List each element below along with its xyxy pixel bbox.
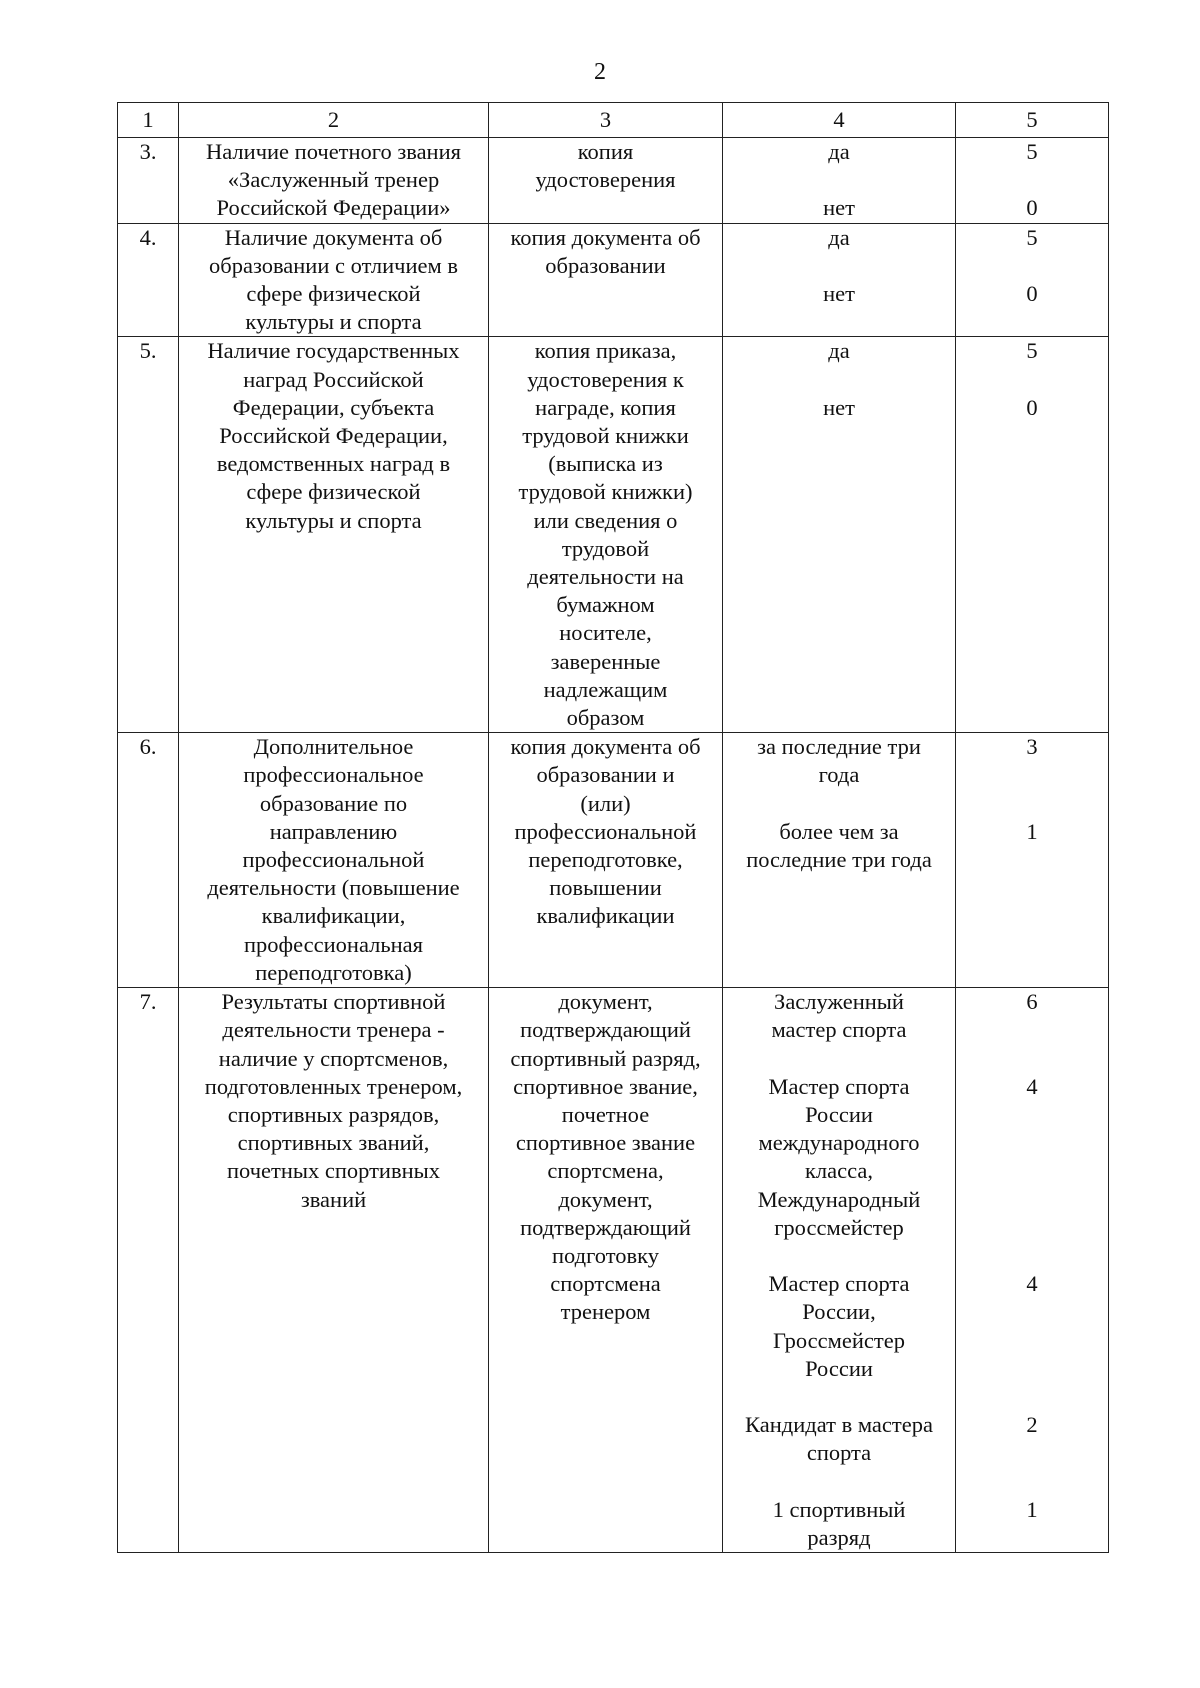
document-text: спортивный разряд, [510, 1045, 701, 1071]
points-value: 5 [1026, 224, 1038, 250]
option-text: 1 спортивный [772, 1496, 906, 1522]
criterion-cell [179, 138, 489, 224]
table-row [118, 733, 1109, 988]
points-cell [956, 223, 1109, 337]
row-number: 3. [139, 139, 157, 164]
document-text: удостоверения к [527, 366, 684, 392]
document-text: трудовой книжки [522, 423, 689, 449]
document-cell [489, 223, 723, 337]
points-cell [956, 337, 1109, 733]
option-text: да [828, 224, 850, 250]
document-text: профессиональной [514, 818, 697, 844]
criterion-text: спортивных званий, [237, 1130, 430, 1156]
document-text: копия [577, 139, 634, 164]
option-text: России [805, 1355, 873, 1381]
document-text: подготовку [552, 1242, 659, 1268]
option-text: Заслуженный [774, 989, 904, 1015]
criterion-text: подготовленных тренером, [204, 1073, 463, 1099]
points-cell [956, 988, 1109, 1553]
criterion-text: деятельности (повышение [207, 875, 460, 901]
points-value: 4 [1026, 1073, 1038, 1099]
document-text: носителе, [559, 620, 652, 646]
table-row [118, 138, 1109, 224]
document-text: образовании [545, 252, 666, 278]
document-cell [489, 337, 723, 733]
points-value: 2 [1026, 1411, 1038, 1437]
document-text: копия документа об [510, 734, 701, 760]
points-value: 3 [1026, 734, 1038, 760]
document-text: тренером [560, 1299, 651, 1325]
criterion-text: наличие у спортсменов, [218, 1045, 449, 1071]
criterion-text: образование по [259, 790, 408, 816]
row-number-cell [118, 733, 179, 988]
points-value: 1 [1026, 1496, 1038, 1522]
document-text: спортивное звание, [513, 1073, 698, 1099]
row-number: 5. [139, 338, 157, 364]
document-text: переподготовке, [528, 847, 683, 873]
criterion-text: сфере физической [246, 479, 421, 505]
criterion-cell [179, 223, 489, 337]
criterion-text: званий [300, 1186, 367, 1212]
option-text: за последние три [757, 734, 921, 760]
option-text: спорта [806, 1440, 872, 1466]
document-text: спортивное звание [515, 1130, 696, 1156]
column-header: 4 [723, 103, 956, 138]
row-number-cell [118, 223, 179, 337]
criterion-text: деятельности тренера - [222, 1017, 445, 1043]
option-text: последние три года [746, 847, 932, 873]
criterion-text: Федерации, субъекта [232, 394, 435, 420]
criterion-text: профессиональной [242, 847, 425, 873]
option-cell [723, 337, 956, 733]
document-text: подтверждающий [520, 1017, 691, 1043]
document-text: документ, [558, 1186, 653, 1212]
criterion-text: наград Российской [243, 366, 424, 392]
document-text: копия приказа, [534, 338, 677, 364]
criterion-text: Российской Федерации, [219, 423, 448, 449]
table-row [118, 223, 1109, 337]
column-header: 1 [118, 103, 179, 138]
criterion-text: образовании с отличием в [209, 252, 458, 278]
option-text: Мастер спорта [768, 1271, 910, 1297]
option-cell [723, 138, 956, 224]
document-text: документ, [558, 989, 653, 1015]
criterion-text: профессиональная [243, 931, 424, 957]
column-header: 5 [956, 103, 1109, 138]
option-text: Международный [757, 1186, 921, 1212]
criterion-text: почетных спортивных [226, 1158, 440, 1184]
row-number-cell [118, 988, 179, 1553]
option-text: класса, [804, 1158, 873, 1184]
criterion-cell [179, 988, 489, 1553]
option-text: Гроссмейстер [773, 1327, 905, 1353]
document-cell [489, 988, 723, 1553]
document-text: квалификации [536, 903, 675, 929]
criterion-text: культуры и спорта [245, 309, 422, 335]
criterion-text: Дополнительное [253, 734, 414, 760]
criterion-text: Наличие документа об [224, 224, 443, 250]
criterion-text: культуры и спорта [245, 507, 422, 533]
document-text: заверенные [550, 648, 661, 674]
document-text: награде, копия [535, 394, 676, 420]
row-number-cell [118, 138, 179, 224]
table-row [118, 337, 1109, 733]
criterion-text: Российской Федерации» [216, 195, 451, 221]
option-text: года [818, 762, 860, 788]
document-text: копия документа об [510, 224, 701, 250]
document-text: надлежащим [543, 676, 668, 702]
option-text: России, [802, 1299, 876, 1325]
points-value: 6 [1026, 989, 1038, 1015]
table-row [118, 988, 1109, 1553]
document-text: спортсмена, [547, 1158, 664, 1184]
row-number: 4. [139, 224, 157, 250]
criterion-text: «Заслуженный тренер [227, 167, 440, 193]
option-text: нет [823, 281, 855, 306]
option-text: нет [823, 195, 855, 221]
criterion-text: сфере физической [246, 281, 421, 307]
points-value: 0 [1026, 281, 1038, 306]
points-value: 0 [1026, 195, 1038, 221]
document-text: трудовой [561, 535, 650, 561]
row-number: 6. [139, 734, 157, 760]
points-cell [956, 138, 1109, 224]
option-text: Мастер спорта [768, 1073, 910, 1099]
document-text: (или) [580, 790, 631, 816]
criterion-text: Наличие почетного звания [206, 139, 461, 164]
document-text: образовании и [536, 762, 675, 788]
row-number: 7. [139, 989, 157, 1015]
criteria-table [117, 102, 1109, 1553]
option-text: более чем за [779, 818, 899, 844]
option-text: гроссмейстер [774, 1214, 904, 1240]
points-value: 1 [1026, 818, 1038, 844]
document-cell [489, 733, 723, 988]
document-text: почетное [561, 1101, 650, 1127]
criterion-text: профессиональное [243, 762, 424, 788]
row-number-cell [118, 337, 179, 733]
option-cell [723, 223, 956, 337]
points-value: 5 [1026, 139, 1038, 164]
page-number: 2 [594, 59, 606, 85]
document-text: (выписка из [548, 451, 663, 477]
option-text: Кандидат в мастера [745, 1412, 933, 1438]
criterion-text: квалификации, [261, 903, 406, 929]
points-value: 4 [1026, 1271, 1038, 1296]
document-cell [489, 138, 723, 224]
option-text: мастер спорта [771, 1017, 907, 1043]
option-cell [723, 988, 956, 1553]
document-text: или сведения о [533, 507, 678, 533]
option-text: да [828, 338, 850, 364]
criterion-text: Результаты спортивной [221, 989, 446, 1015]
document-text: трудовой книжки) [518, 479, 693, 505]
option-text: да [828, 139, 850, 164]
criterion-cell [179, 733, 489, 988]
criterion-text: ведомственных наград в [216, 451, 451, 477]
points-value: 0 [1026, 394, 1038, 420]
document-text: повышении [549, 875, 662, 901]
criterion-text: направлению [269, 818, 398, 844]
option-text: разряд [807, 1524, 871, 1550]
criterion-text: спортивных разрядов, [227, 1101, 440, 1127]
points-cell [956, 733, 1109, 988]
criterion-cell [179, 337, 489, 733]
document-text: удостоверения [535, 167, 676, 193]
column-header: 2 [179, 103, 489, 138]
criterion-text: переподготовка) [255, 959, 412, 985]
points-value: 5 [1026, 338, 1038, 364]
document-text: спортсмена [550, 1271, 661, 1297]
option-text: нет [823, 394, 855, 420]
option-cell [723, 733, 956, 988]
option-text: международного [758, 1130, 920, 1156]
document-text: бумажном [556, 592, 655, 618]
criterion-text: Наличие государственных [207, 338, 460, 364]
document-text: образом [566, 705, 645, 731]
table-header-row [118, 103, 1109, 138]
column-header: 3 [489, 103, 723, 138]
document-text: подтверждающий [520, 1214, 691, 1240]
option-text: России [805, 1101, 873, 1127]
document-text: деятельности на [527, 564, 684, 590]
